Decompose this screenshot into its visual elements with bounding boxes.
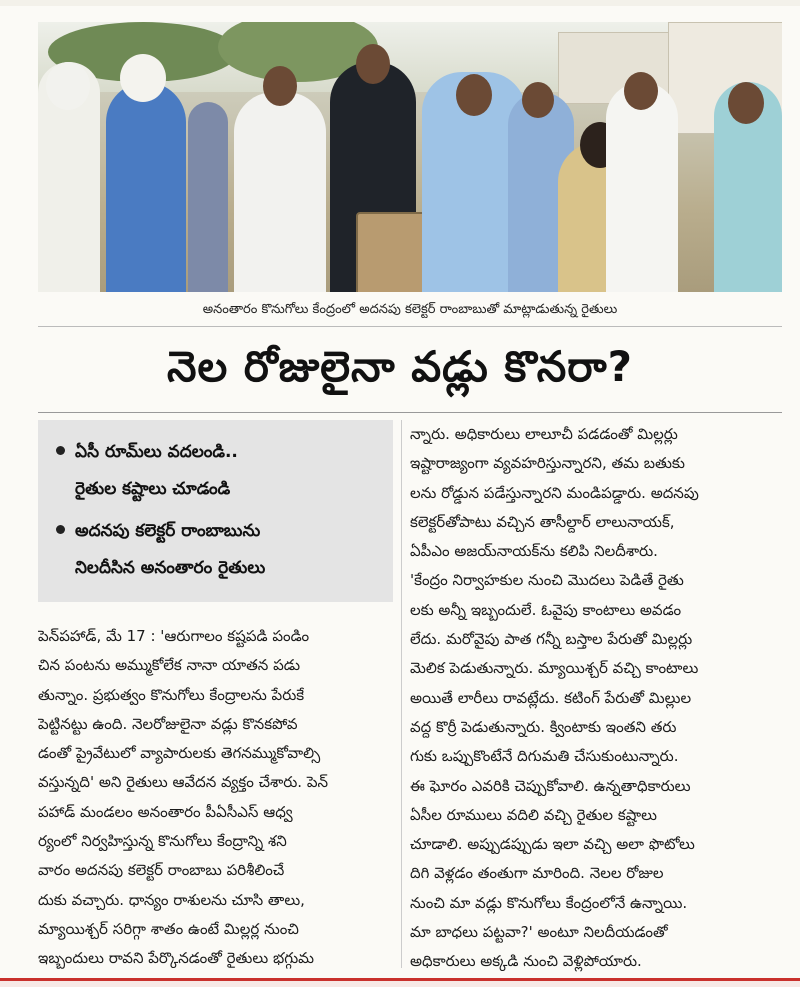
article-line: అయితే లారీలు రావట్లేదు. కటింగ్‌ పేరుతో మిల్లుల xyxy=(410,688,692,707)
article-line: నుంచి మా వడ్లు కొనుగోలు కేంద్రంలోనే ఉన్నాయి. xyxy=(410,893,688,912)
highlights-box xyxy=(38,420,393,602)
highlight-line: రైతుల కష్టాలు చూడండి xyxy=(75,479,231,499)
article-line: లకు అన్నీ ఇబ్బందులే. ఓవైపు కాంటాలు అవడం xyxy=(410,600,682,619)
photo-person-head xyxy=(120,54,166,102)
article-line: ఏపీఎం అజయ్‌నాయక్‌ను కలిపి నిలదీశారు. xyxy=(410,542,658,561)
article-line: వస్తున్నది' అని రైతులు ఆవేదన వ్యక్తం చేశారు. పెన్‌ xyxy=(38,773,329,792)
article-line: వద్ద కొర్రీ పెడుతున్నారు. క్వింటాకు ఇంతని తరు xyxy=(410,717,677,736)
article-line: లేదు. మరోవైపు పాత గన్నీ బస్తాల పేరుతో మిల్లర్లు xyxy=(410,630,693,649)
article-line: మా బాధలు పట్టవా?' అంటూ నిలదీయడంతో xyxy=(410,923,668,942)
article-line: చిన పంటను అమ్ముకోలేక నానా యాతన పడు xyxy=(38,656,301,675)
highlight-line: అదనపు కలెక్టర్‌ రాంబాబును xyxy=(75,521,261,541)
headline-divider xyxy=(38,412,782,413)
article-line: పెన్‌పహాడ్‌, మే 17 : 'ఆరుగాలం కష్టపడి పండిం xyxy=(38,627,310,645)
photo-person-head xyxy=(46,62,90,110)
photo-person xyxy=(606,82,678,292)
article-line: ర్యంలో నిర్వహిస్తున్న కొనుగోలు కేంద్రాన్ని శని xyxy=(38,832,287,851)
highlight-item xyxy=(56,434,238,508)
article-line: ఇబ్బందులు రావని పేర్కొనడంతో రైతులు భగ్గుమ xyxy=(38,949,315,968)
photo-person-head xyxy=(624,72,658,110)
photo-person-head xyxy=(263,66,297,106)
article-line: న్నారు. అధికారులు లాలూచీ పడడంతో మిల్లర్లు xyxy=(410,425,678,443)
article-line: లను రోడ్డున పడేస్తున్నారని మండిపడ్డారు. అదనపు xyxy=(410,483,699,502)
article-line: అధికారులు అక్కడి నుంచి వెళ్లిపోయారు. xyxy=(410,952,642,971)
column-divider xyxy=(401,420,402,968)
photo-caption: అనంతారం కొనుగోలు కేంద్రంలో అదనపు కలెక్టర్‌ రాంబాబుతో మాట్లాడుతున్న రైతులు xyxy=(202,302,618,317)
bottom-margin xyxy=(0,981,800,987)
article-line: దుకు వచ్చారు. ధాన్యం రాశులను చూసి తాలు, xyxy=(38,890,305,909)
caption-divider xyxy=(38,326,782,327)
photo-person xyxy=(234,92,326,292)
photo-person-head xyxy=(356,44,390,84)
article-column-1 xyxy=(38,622,393,974)
article-line: మ్యాయిశ్చర్‌ సరిగ్గా శాతం ఉంటే మిల్లర్ల నుంచి xyxy=(38,919,299,938)
top-border xyxy=(0,0,800,6)
highlight-line: నిలదీసిన అనంతారం రైతులు xyxy=(75,558,266,578)
article-line: 'కేంద్రం నిర్వాహకుల నుంచి మొదలు పెడితే రైతు xyxy=(410,571,684,590)
article-line: తున్నాం. ప్రభుత్వం కొనుగోలు కేంద్రాలను పేరుకే xyxy=(38,685,305,704)
article-line: ఏసీల రూములు వదిలి వచ్చి రైతుల కష్టాలు xyxy=(410,805,657,824)
photo-person-head xyxy=(728,82,764,124)
photo-person xyxy=(188,102,228,292)
article-line: మెలిక పెడుతున్నారు. మ్యాయిశ్చర్‌ వచ్చి కాంటాలు xyxy=(410,659,699,678)
headline: నెల రోజులైనా వడ్లు కొనరా? xyxy=(167,342,633,391)
article-line: గుకు ఒప్పుకొంటేనే దిగుమతి చేసుకుంటున్నారు. xyxy=(410,747,679,766)
article-line: పెట్టినట్టు ఉంది. నెలరోజులైనా వడ్లు కొనకపోవ xyxy=(38,714,298,733)
article-line: దిగి వెళ్లడం తంతుగా మారింది. నెలల రోజుల xyxy=(410,864,664,883)
news-photo xyxy=(38,22,782,292)
photo-person-head xyxy=(522,82,554,118)
bullet-icon xyxy=(56,446,65,455)
article-line: పహాడ్‌ మండలం అనంతారం పీఏసీఎస్‌ ఆధ్వ xyxy=(38,802,293,821)
highlight-line: ఏసీ రూమ్‌లు వదలండి.. xyxy=(75,442,238,462)
article-line: ఈ ఘోరం ఎవరికి చెప్పుకోవాలి. ఉన్నతాధికారులు xyxy=(410,776,691,795)
article-line: ఇష్టారాజ్యంగా వ్యవహరిస్తున్నారని, తమ బతుకు xyxy=(410,454,685,473)
article-line: కలెక్టర్‌తోపాటు వచ్చిన తాసీల్దార్‌ లాలునాయక్‌, xyxy=(410,512,675,531)
photo-person xyxy=(106,82,186,292)
article-column-2 xyxy=(410,420,782,977)
bullet-icon xyxy=(56,525,65,534)
highlight-item xyxy=(56,513,265,587)
article-line: చూడాలి. అప్పుడప్పుడు ఇలా వచ్చి అలా ఫొటోలు xyxy=(410,835,695,854)
article-line: డంతో ప్రైవేటులో వ్యాపారులకు తెగనమ్ముకోవాల్సి xyxy=(38,744,321,763)
article-line: వారం అదనపు కలెక్టర్‌ రాంబాబు పరిశీలించే xyxy=(38,861,285,880)
photo-person-head xyxy=(456,74,492,116)
